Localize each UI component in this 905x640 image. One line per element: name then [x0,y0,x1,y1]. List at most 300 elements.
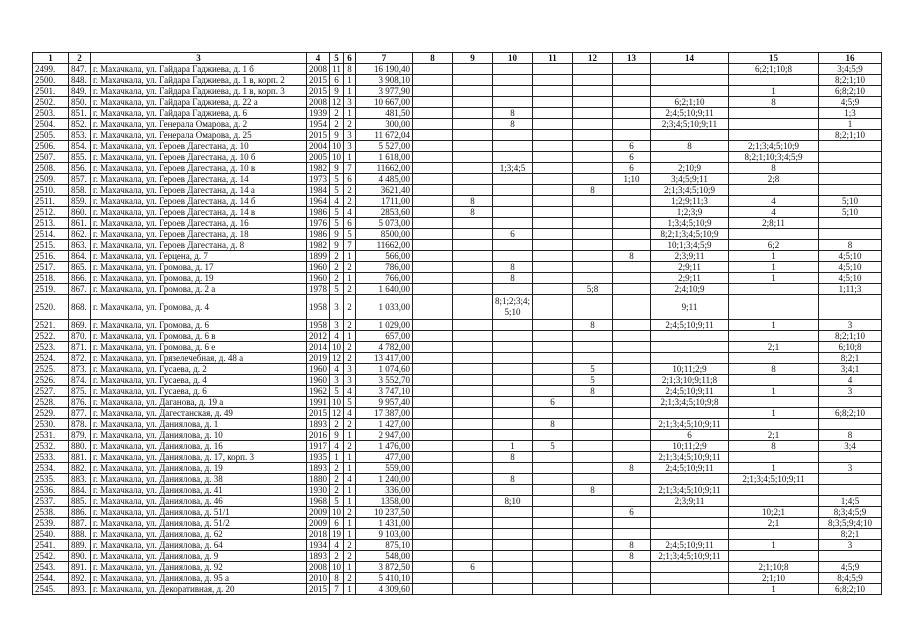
area-cell: 2853,60 [356,207,413,218]
col-8-cell [413,441,453,452]
column-number-11: 11 [533,53,573,64]
floors-cell: 1 [330,452,344,463]
area-cell: 481,50 [356,108,413,119]
col-11-cell [533,518,573,529]
col-14-cell: 2;4;5;10;9;11 [651,463,729,474]
col-11-cell [533,452,573,463]
address-cell: г. Махачкала, ул. Даниялова, д. 41 [91,485,307,496]
col-8-cell [413,196,453,207]
address-cell: г. Махачкала, ул. Даниялова, д. 38 [91,474,307,485]
address-cell: г. Махачкала, ул. Даниялова, д. 10 [91,430,307,441]
address-cell: г. Махачкала, ул. Даниялова, д. 17, корп. 3 [91,452,307,463]
area-cell: 3 747,10 [356,386,413,397]
area-cell: 1 431,00 [356,518,413,529]
col-16-cell: 3 [819,320,882,331]
row-index-cell: 2520. [33,295,69,320]
col-12-cell: 8 [573,485,613,496]
floors-cell: 10 [330,562,344,573]
col-8-cell [413,529,453,540]
entrances-cell: 3 [344,141,356,152]
col-10-cell: 8 [493,108,533,119]
col-16-cell: 8;3;5;9;4;10 [819,518,882,529]
record-number-cell: 873. [69,364,91,375]
col-14-cell: 2;1;3;4;5;10;9;11 [651,551,729,562]
column-number-8: 8 [413,53,453,64]
col-12-cell: 8 [573,386,613,397]
col-12-cell [573,353,613,364]
col-11-cell [533,86,573,97]
year-built-cell: 2012 [307,331,330,342]
column-number-row [33,53,882,64]
col-10-cell [493,485,533,496]
col-16-cell: 8 [819,240,882,251]
col-13-cell [613,108,651,119]
address-cell: г. Махачкала, ул. Героев Дагестана, д. 18 [91,229,307,240]
col-16-cell: 5;10 [819,207,882,218]
col-14-cell: 2;1;3;4;5;10;9;11 [651,485,729,496]
year-built-cell: 1964 [307,196,330,207]
col-12-cell [573,584,613,595]
table-row [33,419,882,430]
record-number-cell: 868. [69,295,91,320]
col-13-cell [613,408,651,419]
col-13-cell [613,364,651,375]
col-14-cell: 1;2;3;9 [651,207,729,218]
col-14-cell: 10;1;3;4;5;9 [651,240,729,251]
area-cell: 9 957,40 [356,397,413,408]
col-13-cell [613,430,651,441]
address-cell: г. Махачкала, ул. Генерала Омарова, д. 25 [91,130,307,141]
entrances-cell: 3 [344,130,356,141]
col-9-cell [453,386,493,397]
col-9-cell [453,496,493,507]
col-8-cell [413,397,453,408]
col-10-cell: 8 [493,119,533,130]
address-cell: г. Махачкала, ул. Гайдара Гаджиева, д. 1 в, корп. 2 [91,75,307,86]
address-cell: г. Махачкала, ул. Героев Дагестана, д. 14 [91,174,307,185]
col-14-cell: 3;4;5;9;11 [651,174,729,185]
entrances-cell: 1 [344,485,356,496]
row-index-cell: 2515. [33,240,69,251]
record-number-cell: 875. [69,386,91,397]
table-row [33,562,882,573]
table-row [33,430,882,441]
table-row [33,163,882,174]
record-number-cell: 865. [69,262,91,273]
entrances-cell: 1 [344,251,356,262]
table-row [33,551,882,562]
col-16-cell [819,229,882,240]
col-11-cell [533,529,573,540]
col-10-cell [493,507,533,518]
col-12-cell [573,152,613,163]
col-8-cell [413,342,453,353]
address-cell: г. Махачкала, ул. Гайдара Гаджиева, д. 6 [91,108,307,119]
area-cell: 3 872,50 [356,562,413,573]
row-index-cell: 2543. [33,562,69,573]
address-cell: г. Махачкала, ул. Даниялова, д. 46 [91,496,307,507]
col-9-cell [453,64,493,75]
floors-cell: 5 [330,284,344,295]
col-15-cell: 4 [729,207,819,218]
col-12-cell [573,141,613,152]
col-12-cell [573,86,613,97]
col-11-cell [533,108,573,119]
area-cell: 4 309,60 [356,584,413,595]
address-cell: г. Махачкала, ул. Громова, д. 19 [91,273,307,284]
table-row [33,240,882,251]
address-cell: г. Махачкала, ул. Грязелечебная, д. 48 а [91,353,307,364]
year-built-cell: 1968 [307,496,330,507]
col-16-cell [819,174,882,185]
register-sheet [32,52,882,595]
col-14-cell [651,474,729,485]
col-9-cell [453,218,493,229]
record-number-cell: 890. [69,551,91,562]
col-16-cell: 6;10;8 [819,342,882,353]
address-cell: г. Махачкала, ул. Громова, д. 6 [91,320,307,331]
col-14-cell: 2;1;3;4;5;10;9;8 [651,397,729,408]
col-16-cell: 3 [819,463,882,474]
area-cell: 16 190,40 [356,64,413,75]
area-cell: 11662,00 [356,240,413,251]
col-15-cell [729,130,819,141]
col-11-cell [533,331,573,342]
col-13-cell [613,273,651,284]
area-cell: 9 103,00 [356,529,413,540]
col-9-cell [453,240,493,251]
column-number-14: 14 [651,53,729,64]
col-12-cell [573,218,613,229]
year-built-cell: 1976 [307,218,330,229]
row-index-cell: 2524. [33,353,69,364]
col-12-cell [573,562,613,573]
area-cell: 5 527,00 [356,141,413,152]
area-cell: 3 908,10 [356,75,413,86]
year-built-cell: 1960 [307,364,330,375]
column-number-3: 3 [91,53,307,64]
address-cell: г. Махачкала, ул. Герцена, д. 7 [91,251,307,262]
row-index-cell: 2500. [33,75,69,86]
col-14-cell: 1;2;9;11;3 [651,196,729,207]
record-number-cell: 877. [69,408,91,419]
col-15-cell: 1 [729,320,819,331]
address-cell: г. Махачкала, ул. Героев Дагестана, д. 14 в [91,207,307,218]
col-9-cell [453,364,493,375]
col-13-cell [613,207,651,218]
col-13-cell [613,474,651,485]
col-8-cell [413,97,453,108]
record-number-cell: 852. [69,119,91,130]
row-index-cell: 2513. [33,218,69,229]
col-10-cell [493,240,533,251]
col-9-cell [453,86,493,97]
year-built-cell: 2015 [307,408,330,419]
col-11-cell [533,185,573,196]
col-16-cell: 4;5;9 [819,562,882,573]
col-13-cell [613,130,651,141]
year-built-cell: 1973 [307,174,330,185]
area-cell: 1 029,00 [356,320,413,331]
area-cell: 786,00 [356,262,413,273]
col-8-cell [413,218,453,229]
col-15-cell: 8 [729,441,819,452]
record-number-cell: 889. [69,540,91,551]
col-14-cell: 1;3;4;5;10;9 [651,218,729,229]
area-cell: 766,00 [356,273,413,284]
entrances-cell: 4 [344,408,356,419]
row-index-cell: 2529. [33,408,69,419]
table-row [33,284,882,295]
col-9-cell [453,474,493,485]
address-cell: г. Махачкала, ул. Громова, д. 6 в [91,331,307,342]
col-14-cell: 2;1;3;10;9;11;8 [651,375,729,386]
address-cell: г. Махачкала, ул. Декоративная, д. 20 [91,584,307,595]
col-11-cell [533,364,573,375]
col-15-cell: 1 [729,262,819,273]
col-10-cell [493,174,533,185]
col-9-cell [453,75,493,86]
floors-cell: 10 [330,342,344,353]
entrances-cell: 1 [344,273,356,284]
row-index-cell: 2535. [33,474,69,485]
table-row [33,474,882,485]
col-8-cell [413,408,453,419]
col-16-cell: 3;4 [819,441,882,452]
col-16-cell [819,551,882,562]
col-8-cell [413,64,453,75]
col-15-cell [729,119,819,130]
col-12-cell [573,196,613,207]
col-13-cell [613,262,651,273]
area-cell: 566,00 [356,251,413,262]
col-15-cell: 2;1;3;4;5;10;9;11 [729,474,819,485]
row-index-cell: 2502. [33,97,69,108]
col-9-cell [453,529,493,540]
col-10-cell [493,152,533,163]
col-15-cell: 8 [729,163,819,174]
floors-cell: 4 [330,196,344,207]
col-11-cell [533,284,573,295]
col-11-cell [533,251,573,262]
entrances-cell: 4 [344,386,356,397]
col-14-cell [651,518,729,529]
col-10-cell [493,463,533,474]
col-16-cell: 8;3;4;5;9 [819,507,882,518]
col-9-cell [453,108,493,119]
row-index-cell: 2505. [33,130,69,141]
col-16-cell: 3;4;1 [819,364,882,375]
row-index-cell: 2542. [33,551,69,562]
record-number-cell: 869. [69,320,91,331]
col-10-cell: 1;3;4;5 [493,163,533,174]
col-15-cell [729,284,819,295]
col-9-cell [453,452,493,463]
row-index-cell: 2509. [33,174,69,185]
col-15-cell [729,295,819,320]
address-cell: г. Махачкала, ул. Генерала Омарова, д. 2 [91,119,307,130]
record-number-cell: 858. [69,185,91,196]
col-8-cell [413,86,453,97]
row-index-cell: 2506. [33,141,69,152]
record-number-cell: 847. [69,64,91,75]
col-8-cell [413,141,453,152]
col-13-cell: 8 [613,463,651,474]
address-cell: г. Махачкала, ул. Даниялова, д. 51/1 [91,507,307,518]
col-11-cell [533,229,573,240]
col-11-cell [533,119,573,130]
col-15-cell: 2;1 [729,430,819,441]
floors-cell: 2 [330,419,344,430]
col-16-cell [819,452,882,463]
col-12-cell [573,452,613,463]
col-12-cell [573,518,613,529]
entrances-cell: 1 [344,584,356,595]
table-row [33,152,882,163]
col-13-cell [613,119,651,130]
col-13-cell: 8 [613,551,651,562]
floors-cell: 9 [330,229,344,240]
row-index-cell: 2531. [33,430,69,441]
year-built-cell: 1978 [307,284,330,295]
area-cell: 300,00 [356,119,413,130]
col-16-cell: 4;5;9 [819,97,882,108]
col-10-cell [493,75,533,86]
row-index-cell: 2508. [33,163,69,174]
table-row [33,262,882,273]
col-13-cell [613,240,651,251]
table-row [33,320,882,331]
entrances-cell: 6 [344,218,356,229]
col-8-cell [413,353,453,364]
year-built-cell: 1960 [307,262,330,273]
row-index-cell: 2541. [33,540,69,551]
floors-cell: 4 [330,364,344,375]
col-12-cell [573,240,613,251]
floors-cell: 12 [330,408,344,419]
col-8-cell [413,474,453,485]
col-11-cell [533,375,573,386]
column-number-2: 2 [69,53,91,64]
col-13-cell [613,75,651,86]
col-12-cell [573,529,613,540]
address-cell: г. Махачкала, ул. Гайдара Гаджиева, д. 1 б [91,64,307,75]
col-13-cell: 6 [613,152,651,163]
col-13-cell [613,320,651,331]
col-10-cell: 8 [493,273,533,284]
col-10-cell [493,529,533,540]
col-15-cell: 1 [729,463,819,474]
col-9-cell [453,485,493,496]
record-number-cell: 857. [69,174,91,185]
col-15-cell [729,397,819,408]
entrances-cell: 6 [344,174,356,185]
floors-cell: 2 [330,463,344,474]
address-cell: г. Махачкала, ул. Героев Дагестана, д. 10 [91,141,307,152]
area-cell: 336,00 [356,485,413,496]
col-13-cell [613,97,651,108]
col-14-cell [651,408,729,419]
col-10-cell [493,141,533,152]
col-11-cell [533,562,573,573]
table-row [33,207,882,218]
col-8-cell [413,331,453,342]
year-built-cell: 1960 [307,273,330,284]
col-15-cell [729,185,819,196]
col-16-cell: 1;3 [819,108,882,119]
col-12-cell [573,507,613,518]
col-8-cell [413,163,453,174]
col-10-cell [493,375,533,386]
col-14-cell: 10;11;2;9 [651,364,729,375]
col-10-cell: 1 [493,441,533,452]
col-11-cell [533,430,573,441]
col-10-cell: 8 [493,452,533,463]
year-built-cell: 1958 [307,295,330,320]
col-12-cell [573,119,613,130]
address-cell: г. Махачкала, ул. Дагестанская, д. 49 [91,408,307,419]
col-13-cell [613,562,651,573]
entrances-cell: 1 [344,529,356,540]
address-cell: г. Махачкала, ул. Гусаева, д. 4 [91,375,307,386]
col-8-cell [413,430,453,441]
floors-cell: 2 [330,262,344,273]
col-12-cell [573,496,613,507]
record-number-cell: 861. [69,218,91,229]
col-15-cell: 1 [729,408,819,419]
col-11-cell [533,386,573,397]
year-built-cell: 2004 [307,141,330,152]
col-12-cell: 5;8 [573,284,613,295]
col-14-cell [651,507,729,518]
col-14-cell: 2;4;10;9 [651,284,729,295]
floors-cell: 2 [330,119,344,130]
col-9-cell [453,141,493,152]
entrances-cell: 2 [344,284,356,295]
table-row [33,441,882,452]
record-number-cell: 883. [69,474,91,485]
record-number-cell: 866. [69,273,91,284]
col-9-cell [453,441,493,452]
floors-cell: 10 [330,152,344,163]
col-15-cell [729,331,819,342]
col-13-cell: 6 [613,141,651,152]
year-built-cell: 2008 [307,562,330,573]
record-number-cell: 855. [69,152,91,163]
col-14-cell [651,75,729,86]
address-cell: г. Махачкала, ул. Даганова, д. 19 а [91,397,307,408]
col-9-cell [453,507,493,518]
table-row [33,364,882,375]
col-10-cell [493,284,533,295]
record-number-cell: 849. [69,86,91,97]
col-10-cell [493,430,533,441]
floors-cell: 11 [330,64,344,75]
col-10-cell [493,551,533,562]
col-9-cell [453,584,493,595]
col-16-cell: 8;2;1;10 [819,75,882,86]
column-number-6: 6 [344,53,356,64]
record-number-cell: 892. [69,573,91,584]
entrances-cell: 8 [344,64,356,75]
col-11-cell [533,218,573,229]
col-15-cell: 8 [729,97,819,108]
floors-cell: 2 [330,251,344,262]
col-13-cell [613,342,651,353]
record-number-cell: 881. [69,452,91,463]
floors-cell: 5 [330,496,344,507]
col-9-cell: 8 [453,207,493,218]
